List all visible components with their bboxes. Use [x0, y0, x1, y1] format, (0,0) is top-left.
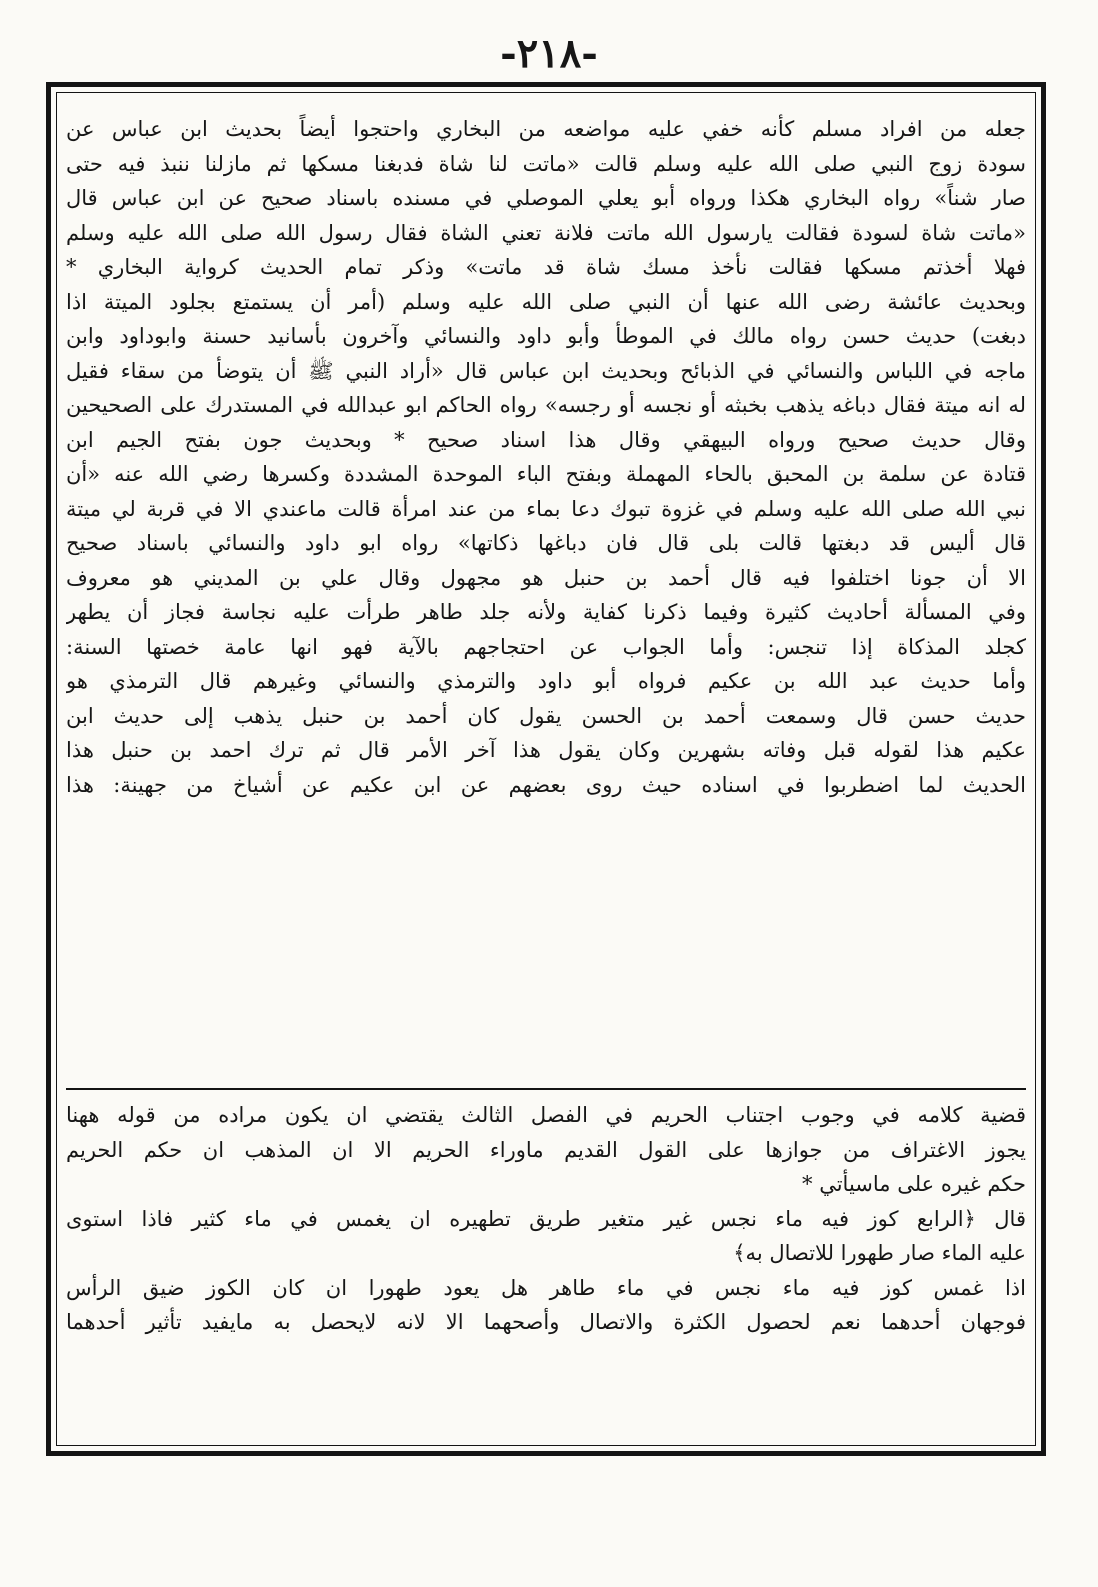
- text-line: كجلد المذكاة إذا تنجس: وأما الجواب عن احتجاجهم بالآية فهو انها عامة خصتها السنة:: [66, 634, 1026, 659]
- page-number: -٢١٨-: [500, 30, 598, 77]
- text-line: نبي الله صلى الله عليه وسلم في غزوة تبوك دعا بماء من عند امرأة قالت ماعندي الا في قربة لي ميتة: [66, 496, 1026, 521]
- text-line: حديث حسن قال وسمعت أحمد بن الحسن يقول كان أحمد بن حنبل يذهب إلى حديث ابن: [66, 703, 1026, 728]
- text-line: له انه ميتة فقال دباغه يذهب بخبثه أو نجسه أو رجسه» رواه الحاكم ابو عبدالله في المستدرك على الصحيحين: [66, 393, 1026, 417]
- text-line: فهلا أخذتم مسكها فقالت نأخذ مسك شاة قد ماتت» وذكر تمام الحديث كرواية البخاري *: [66, 255, 1026, 279]
- text-line: فوجهان أحدهما نعم لحصول الكثرة والاتصال وأصحهما الا لانه لايحصل به مايفيد تأثير أحدهما: [66, 1310, 1026, 1334]
- text-line: وأما حديث عبد الله بن عكيم فرواه أبو داود والترمذي والنسائي وغيرهم قال الترمذي هو: [66, 669, 1026, 693]
- text-line: عليه الماء صار طهورا للاتصال به﴾: [733, 1241, 1026, 1265]
- text-line: عكيم هذا لقوله قبل وفاته بشهرين وكان يقول هذا آخر الأمر قال ثم ترك احمد بن حنبل هذا: [66, 738, 1026, 762]
- main-text-block: [66, 112, 1026, 802]
- notes-text-block: [66, 1098, 1026, 1340]
- text-line: قضية كلامه في وجوب اجتناب الحريم في الفصل الثالث يقتضي ان يكون مراده من قوله ههنا: [66, 1103, 1026, 1127]
- text-line: جعله من افراد مسلم كأنه خفي عليه مواضعه من البخاري واحتجوا أيضاً بحديث ابن عباس عن: [66, 117, 1026, 141]
- text-line: الحديث لما اضطربوا في اسناده حيث روى بعضهم عن ابن عكيم عن أشياخ من جهينة: هذا: [66, 772, 1026, 797]
- text-line: الا أن جونا اختلفوا فيه قال أحمد بن حنبل هو مجهول وقال علي بن المديني هو معروف: [66, 565, 1026, 590]
- footnote-divider: [66, 1088, 1026, 1090]
- text-line: وبحديث عائشة رضى الله عنها أن النبي صلى الله عليه وسلم (أمر أن يستمتع بجلود الميتة اذا: [66, 289, 1026, 314]
- text-line: وفي المسألة أحاديث كثيرة وفيما ذكرنا كفاية ولأنه جلد طاهر طرأت عليه نجاسة فجاز أن يطهر: [66, 600, 1026, 624]
- text-line: حكم غيره على ماسيأتي *: [802, 1172, 1026, 1196]
- text-line: وقال حديث صحيح ورواه البيهقي وقال هذا اسناد صحيح * وبحديث جون بفتح الجيم ابن: [66, 427, 1026, 452]
- text-line: «ماتت شاة لسودة فقالت يارسول الله ماتت فلانة تعني الشاة فقال رسول الله صلى الله عليه وسلم: [66, 220, 1026, 245]
- text-line: قال ﴿الرابع كوز فيه ماء نجس غير متغير طريق تطهيره ان يغمس في ماء كثير فاذا استوى: [66, 1206, 1026, 1231]
- text-line: سودة زوج النبي صلى الله عليه وسلم قالت «ماتت لنا شاة فدبغنا مسكها ثم مازلنا ننبذ فيه حتى: [66, 151, 1026, 176]
- text-line: اذا غمس كوز فيه ماء نجس في ماء طاهر هل يعود طهورا ان كان الكوز ضيق الرأس: [66, 1275, 1026, 1300]
- text-line: قال أليس قد دبغتها قالت بلى قال فان دباغها ذكاتها» رواه ابو داود والنسائي باسناد صحيح: [66, 531, 1026, 555]
- text-line: دبغت) حديث حسن رواه مالك في الموطأ وأبو داود والنسائي وآخرون بأسانيد حسنة وابوداود وابن: [66, 324, 1026, 348]
- text-line: يجوز الاغتراف من جوازها على القول القديم ماوراء الحريم الا ان المذهب ان حكم الحريم: [66, 1137, 1026, 1162]
- text-line: قتادة عن سلمة بن المحبق بالحاء المهملة وبفتح الباء الموحدة المشددة وكسرها رضي الله عنه «أن: [66, 462, 1026, 486]
- text-line: صار شناً» رواه البخاري هكذا ورواه أبو يعلي الموصلي في مسنده باسناد صحيح عن ابن عباس قال: [66, 186, 1026, 210]
- text-line: ماجه في اللباس والنسائي في الذبائح وبحديث ابن عباس قال «أراد النبي ﷺ أن يتوضأ من سقاء فقيل: [66, 358, 1026, 383]
